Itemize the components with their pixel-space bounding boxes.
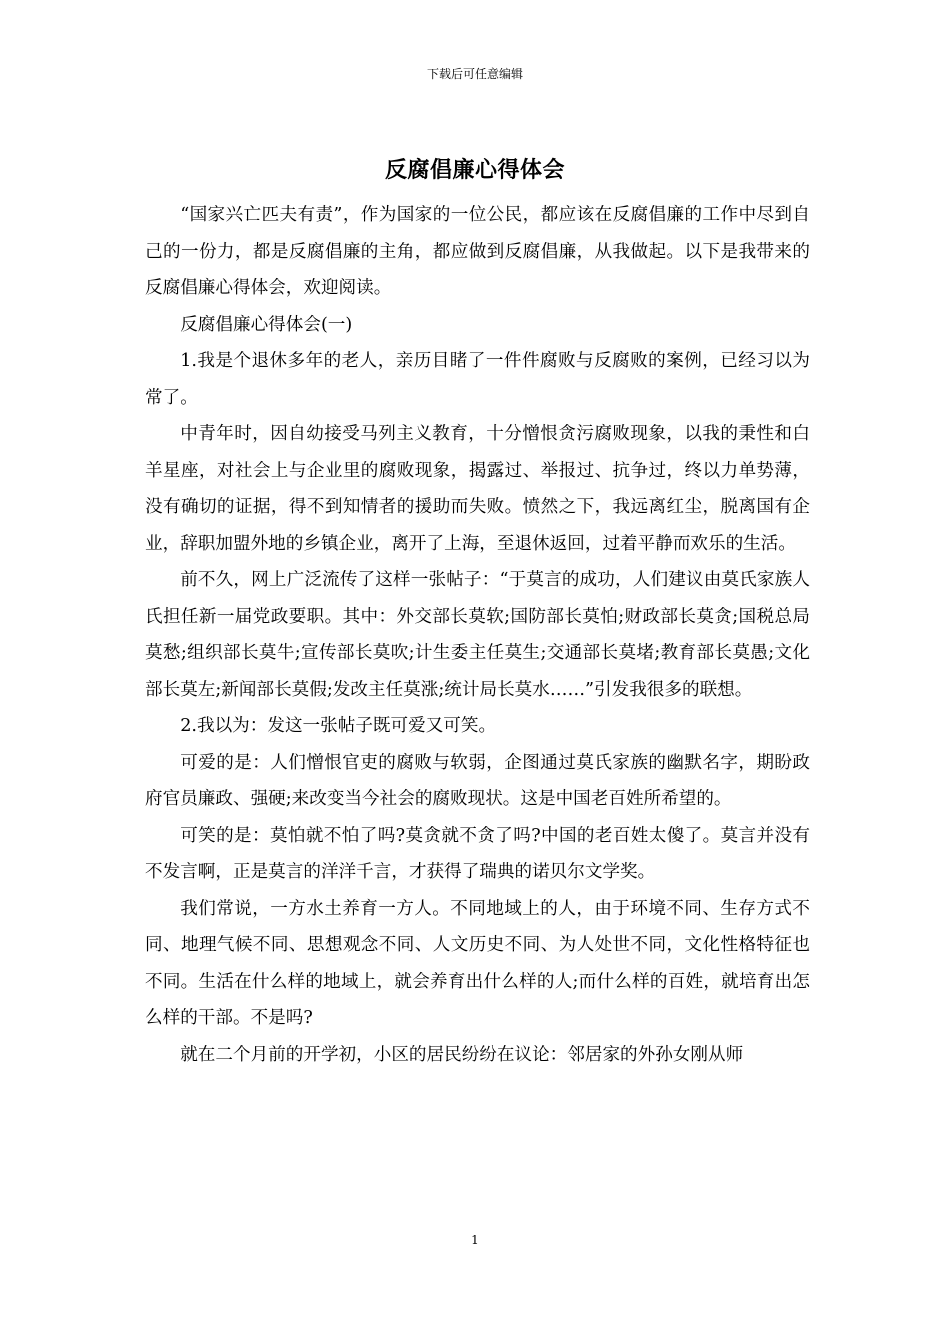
paragraph: 前不久，网上广泛流传了这样一张帖子：“于莫言的成功，人们建议由莫氏家族人氏担任新一届党政要职。其中：外交部长莫软;国防部长莫怕;财政部长莫贪;国税总局莫愁;组织部长莫牛;宣传部长莫吹;计生委主任莫生;交通部长莫堵;教育部长莫愚;文化部长莫左;新闻部长莫假;发改主任莫涨;统计局长莫水……”引发我很多的联想。	[145, 570, 810, 700]
paragraph: 就在二个月前的开学初，小区的居民纷纷在议论：邻居家的外孙女刚从师	[180, 1044, 744, 1065]
paragraph: 我们常说，一方水土养育一方人。不同地域上的人，由于环境不同、生存方式不同、地理气候不同、思想观念不同、人文历史不同、为人处世不同，文化性格特征也不同。生活在什么样的地域上，就会养育出什么样的人;而什么样的百姓，就培育出怎么样的干部。不是吗?	[145, 898, 810, 1028]
paragraph: 可爱的是：人们憎恨官吏的腐败与软弱，企图通过莫氏家族的幽默名字，期盼政府官员廉政、强硬;来改变当今社会的腐败现状。这是中国老百姓所希望的。	[145, 752, 810, 809]
paragraph: 1.我是个退休多年的老人，亲历目睹了一件件腐败与反腐败的案例，已经习以为常了。	[145, 351, 810, 408]
paragraph: 可笑的是：莫怕就不怕了吗?莫贪就不贪了吗?中国的老百姓太傻了。莫言并没有不发言啊，正是莫言的洋洋千言，才获得了瑞典的诺贝尔文学奖。	[145, 825, 810, 882]
page-number: 1	[471, 1233, 479, 1247]
paragraph: 中青年时，因自幼接受马列主义教育，十分憎恨贪污腐败现象，以我的秉性和白羊星座，对社会上与企业里的腐败现象，揭露过、举报过、抗争过，终以力单势薄，没有确切的证据，得不到知情者的援助而失败。愤然之下，我远离红尘，脱离国有企业，辞职加盟外地的乡镇企业，离开了上海，至退休返回，过着平静而欢乐的生活。	[145, 424, 810, 554]
paragraph: 2.我以为：发这一张帖子既可爱又可笑。	[180, 716, 497, 736]
paragraph: “国家兴亡匹夫有责”，作为国家的一位公民，都应该在反腐倡廉的工作中尽到自己的一份力，都是反腐倡廉的主角，都应做到反腐倡廉，从我做起。以下是我带来的反腐倡廉心得体会，欢迎阅读。	[145, 205, 810, 298]
header-note: 下载后可任意编辑	[426, 67, 523, 81]
section-heading: 反腐倡廉心得体会(一)	[180, 314, 353, 335]
document-body	[145, 197, 810, 1073]
document-title: 反腐倡廉心得体会	[384, 157, 565, 183]
